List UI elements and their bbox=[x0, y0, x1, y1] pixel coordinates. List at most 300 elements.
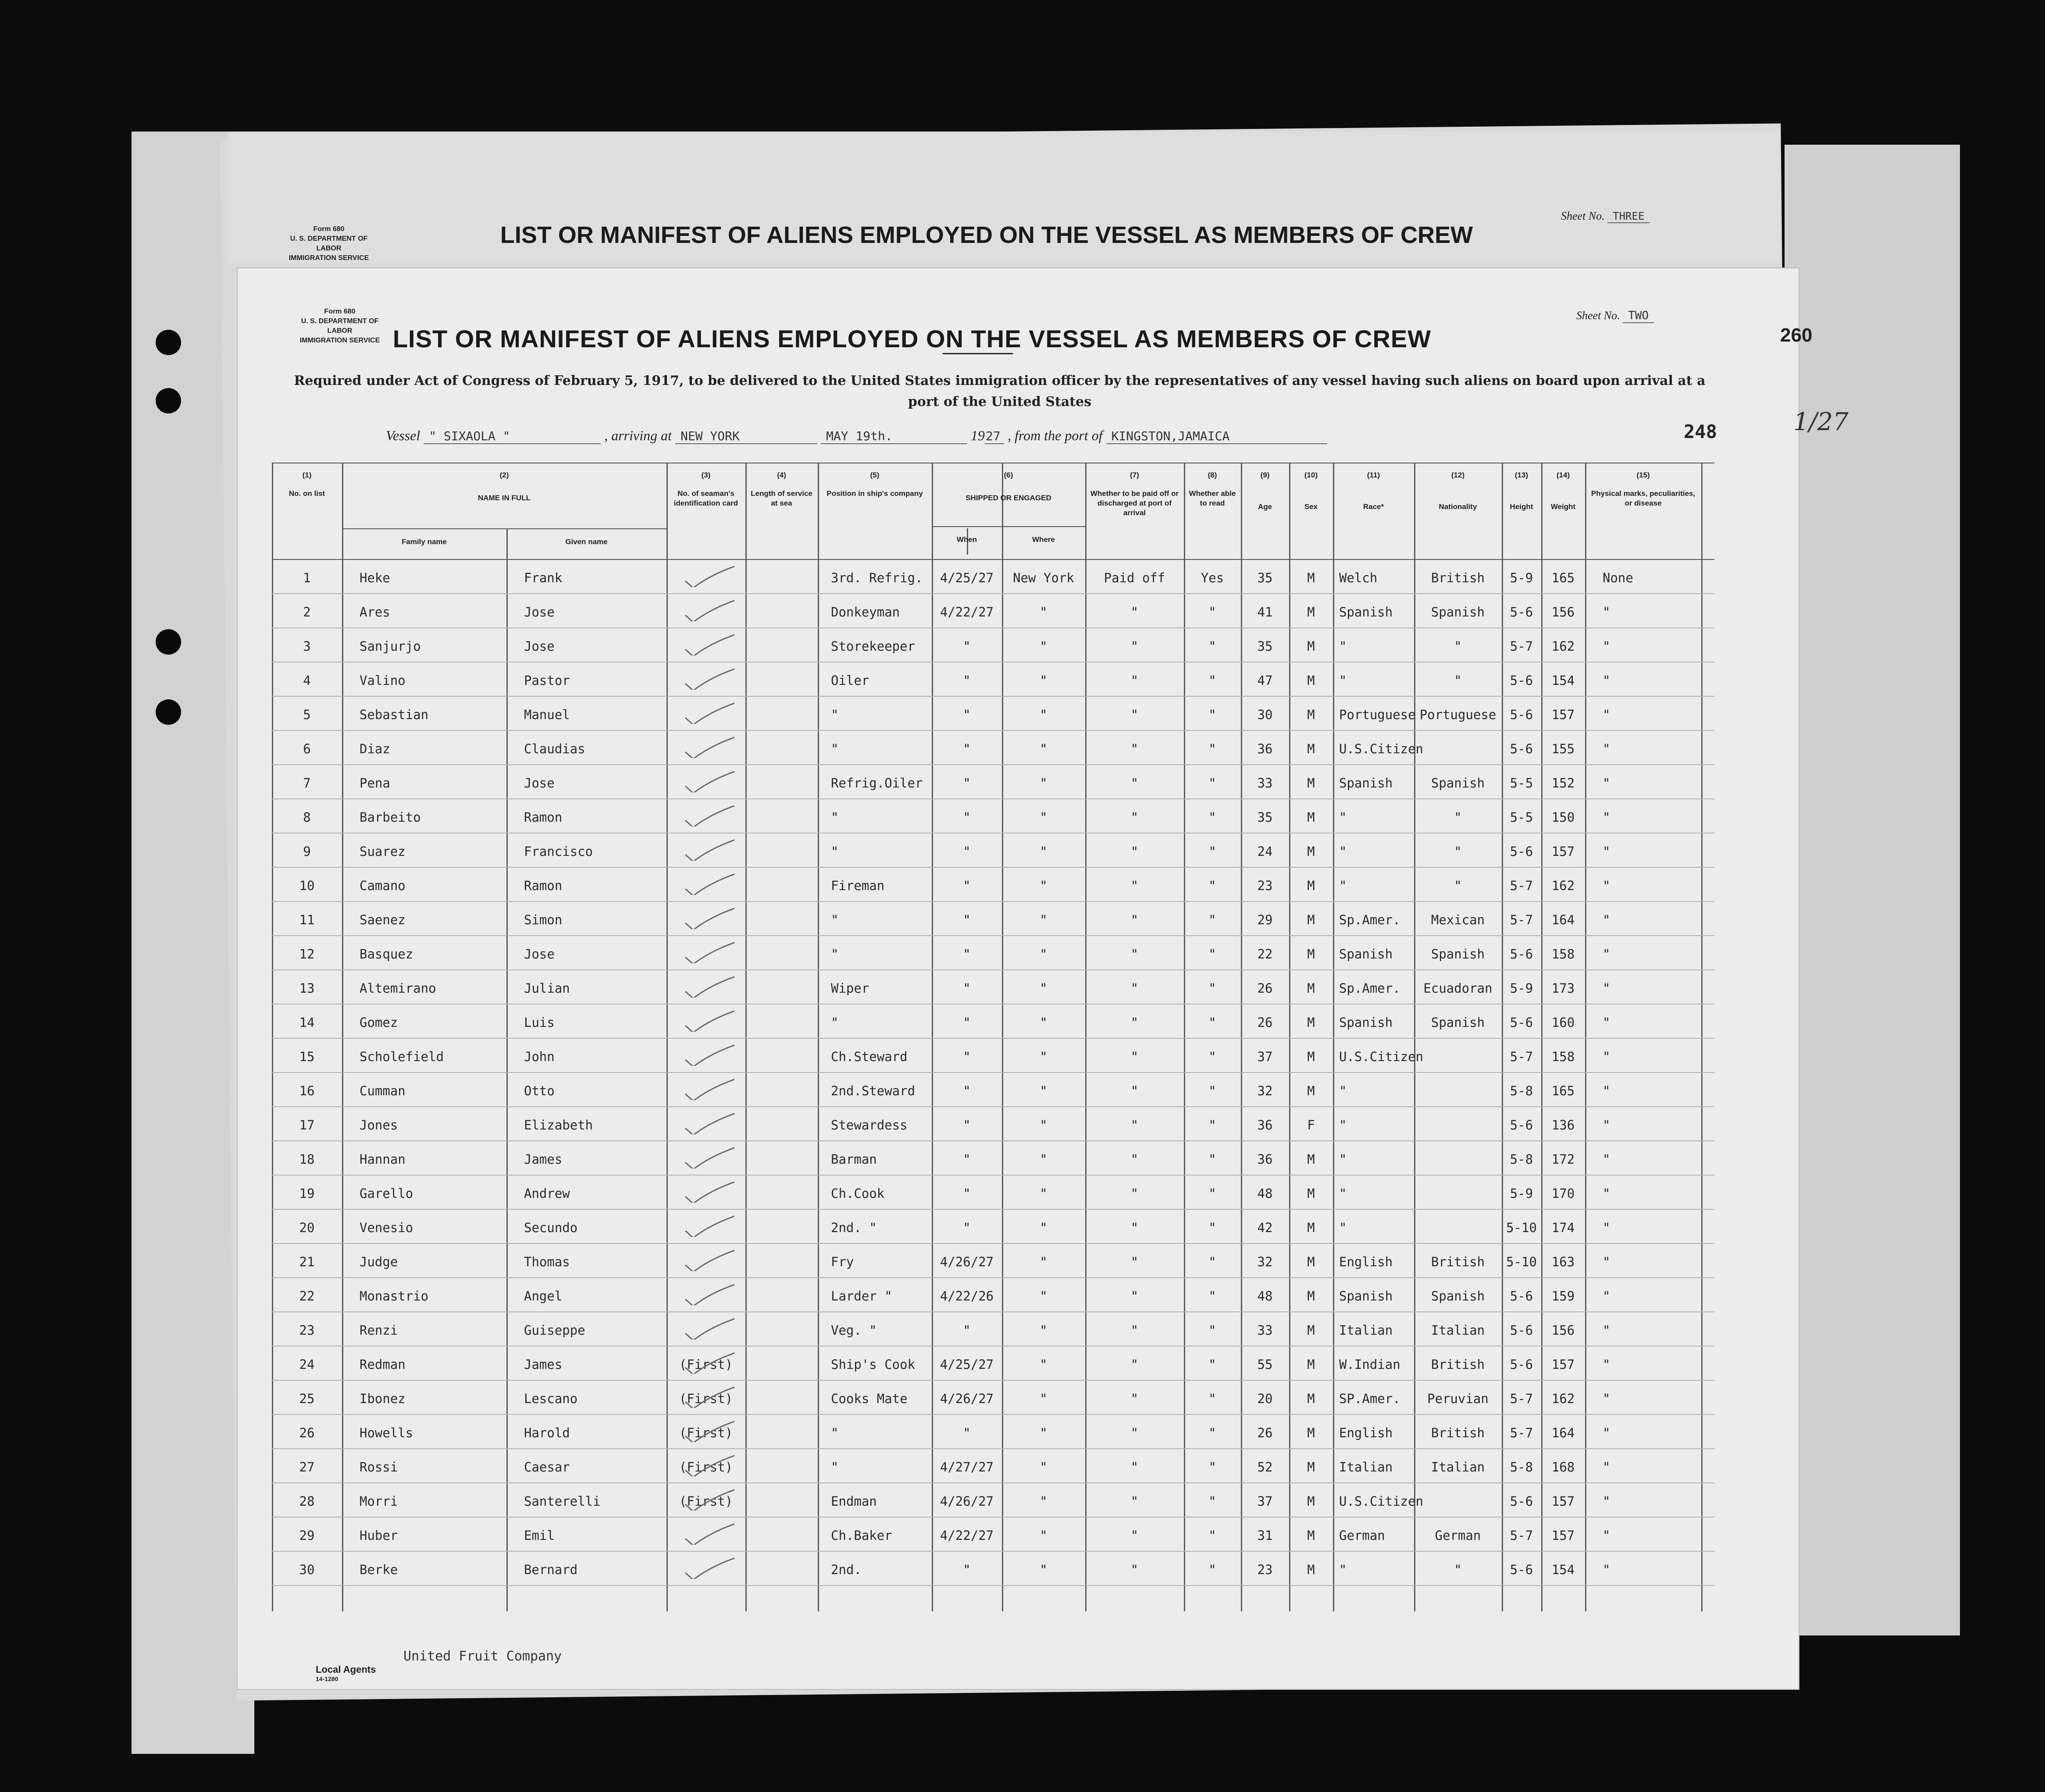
cell-age: 23 bbox=[1257, 878, 1273, 893]
check-mark-icon bbox=[682, 698, 734, 724]
table-row bbox=[272, 1517, 1714, 1551]
column-number: (14) bbox=[1556, 471, 1570, 479]
cell-family: Renzi bbox=[360, 1323, 398, 1338]
cell-age: 32 bbox=[1257, 1083, 1273, 1098]
cell-age: 41 bbox=[1257, 605, 1273, 620]
cell-no: 29 bbox=[299, 1528, 315, 1543]
cell-paid: " bbox=[1130, 1391, 1139, 1406]
cell-weight: 162 bbox=[1551, 878, 1575, 893]
cell-sex: M bbox=[1307, 1357, 1315, 1372]
year-label: 19 bbox=[970, 428, 985, 443]
cell-where: " bbox=[1040, 1494, 1047, 1509]
table-row bbox=[272, 1551, 1714, 1585]
cell-family: Scholefield bbox=[360, 1049, 444, 1064]
cell-race: " bbox=[1339, 639, 1347, 654]
cell-paid: " bbox=[1130, 844, 1139, 859]
cell-height: 5-9 bbox=[1510, 1186, 1533, 1201]
cell-given: Francisco bbox=[524, 844, 593, 859]
check-mark-icon bbox=[682, 732, 734, 758]
table-row bbox=[272, 1004, 1714, 1038]
cell-paid: " bbox=[1130, 605, 1139, 620]
cell-age: 42 bbox=[1257, 1220, 1273, 1235]
check-mark-icon bbox=[682, 1074, 734, 1100]
check-mark-icon bbox=[682, 1211, 734, 1237]
cell-no: 9 bbox=[303, 844, 311, 859]
check-mark-icon bbox=[682, 595, 734, 621]
column-number: (2) bbox=[499, 471, 509, 479]
binder-right-strip bbox=[1785, 145, 1960, 1635]
cell-position: Ch.Cook bbox=[831, 1186, 885, 1201]
cell-nat: British bbox=[1431, 570, 1485, 585]
cell-read: " bbox=[1208, 1494, 1216, 1509]
cell-where: " bbox=[1040, 1391, 1047, 1406]
cell-nat: Italian bbox=[1431, 1460, 1485, 1475]
cell-card: (First) bbox=[679, 1391, 733, 1406]
check-mark-icon bbox=[682, 1347, 734, 1374]
cell-sex: M bbox=[1307, 1562, 1315, 1577]
cell-read: " bbox=[1208, 1528, 1216, 1543]
cell-race: English bbox=[1339, 1254, 1393, 1269]
cell-marks: " bbox=[1603, 1357, 1610, 1372]
cell-height: 5-8 bbox=[1510, 1083, 1533, 1098]
cell-where: " bbox=[1040, 1083, 1047, 1098]
cell-read: " bbox=[1208, 844, 1216, 859]
cell-age: 48 bbox=[1257, 1186, 1273, 1201]
cell-sex: M bbox=[1307, 673, 1315, 688]
cell-given: Otto bbox=[524, 1083, 555, 1098]
cell-marks: " bbox=[1603, 981, 1610, 996]
cell-age: 24 bbox=[1257, 844, 1273, 859]
cell-race: SP.Amer. bbox=[1339, 1391, 1400, 1406]
column-number: (5) bbox=[870, 471, 880, 479]
cell-paid: " bbox=[1130, 1049, 1139, 1064]
column-number: (7) bbox=[1130, 471, 1139, 479]
cell-where: " bbox=[1040, 1562, 1047, 1577]
departure-port: KINGSTON,JAMAICA bbox=[1106, 429, 1327, 444]
cell-no: 15 bbox=[299, 1049, 315, 1064]
cell-position: Ch.Baker bbox=[831, 1528, 892, 1543]
stamp-number: 248 bbox=[1684, 421, 1717, 442]
cell-family: Ares bbox=[360, 605, 390, 620]
cell-no: 18 bbox=[299, 1152, 315, 1167]
column-header: Physical marks, peculiarities, or disease bbox=[1591, 489, 1696, 507]
cell-marks: " bbox=[1603, 1528, 1610, 1543]
cell-weight: 155 bbox=[1551, 741, 1575, 756]
cell-read: " bbox=[1208, 1186, 1216, 1201]
cell-paid: " bbox=[1130, 810, 1139, 825]
cell-family: Basquez bbox=[360, 947, 413, 962]
cell-height: 5-6 bbox=[1510, 844, 1533, 859]
cell-race: Sp.Amer. bbox=[1339, 912, 1400, 927]
cell-given: Jose bbox=[524, 605, 555, 620]
cell-where: " bbox=[1040, 1015, 1047, 1030]
cell-when: " bbox=[963, 1425, 971, 1440]
arriving-label: , arriving at bbox=[604, 428, 672, 443]
column-header: No. on list bbox=[289, 489, 325, 498]
column-header: Length of service at sea bbox=[751, 489, 812, 507]
check-mark-icon bbox=[682, 1450, 734, 1476]
cell-paid: " bbox=[1130, 1220, 1139, 1235]
table-row bbox=[272, 1106, 1714, 1140]
cell-when: 4/22/27 bbox=[940, 1528, 994, 1543]
cell-sex: M bbox=[1307, 912, 1315, 927]
cell-marks: " bbox=[1603, 605, 1610, 620]
check-mark-icon bbox=[682, 1040, 734, 1066]
cell-sex: M bbox=[1307, 981, 1315, 996]
cell-given: Andrew bbox=[524, 1186, 570, 1201]
row-rule bbox=[272, 1585, 1714, 1586]
arrival-year: 27 bbox=[985, 429, 1004, 444]
check-mark-icon bbox=[682, 1279, 734, 1305]
cell-age: 23 bbox=[1257, 1562, 1273, 1577]
table-row bbox=[272, 867, 1714, 901]
cell-height: 5-6 bbox=[1510, 1357, 1533, 1372]
cell-when: 4/26/27 bbox=[940, 1391, 994, 1406]
cell-height: 5-5 bbox=[1510, 776, 1533, 791]
cell-given: Thomas bbox=[524, 1254, 570, 1269]
check-mark-icon bbox=[682, 1416, 734, 1442]
cell-given: Ramon bbox=[524, 878, 563, 893]
cell-marks: " bbox=[1603, 1460, 1610, 1475]
cell-sex: M bbox=[1307, 1083, 1315, 1098]
cell-paid: " bbox=[1130, 1015, 1139, 1030]
cell-paid: Paid off bbox=[1104, 570, 1165, 585]
cell-weight: 173 bbox=[1551, 981, 1575, 996]
cell-read: " bbox=[1208, 673, 1216, 688]
cell-family: Pena bbox=[360, 776, 390, 791]
cell-no: 2 bbox=[303, 605, 311, 620]
cell-age: 22 bbox=[1257, 947, 1273, 962]
title-underline bbox=[943, 353, 1013, 354]
cell-nat: " bbox=[1454, 639, 1462, 654]
table-row bbox=[272, 764, 1714, 798]
cell-where: " bbox=[1040, 1357, 1047, 1372]
table-row bbox=[272, 833, 1714, 867]
cell-read: " bbox=[1208, 981, 1216, 996]
table-row bbox=[272, 1414, 1714, 1448]
table-row bbox=[272, 730, 1714, 764]
cell-paid: " bbox=[1130, 1425, 1139, 1440]
cell-card: (First) bbox=[679, 1494, 733, 1509]
cell-no: 22 bbox=[299, 1289, 315, 1304]
cell-height: 5-10 bbox=[1506, 1220, 1537, 1235]
cell-where: " bbox=[1040, 947, 1047, 962]
cell-no: 24 bbox=[299, 1357, 315, 1372]
cell-height: 5-6 bbox=[1510, 741, 1533, 756]
table-row bbox=[272, 1209, 1714, 1243]
cell-weight: 152 bbox=[1551, 776, 1575, 791]
cell-age: 30 bbox=[1257, 707, 1273, 722]
cell-marks: " bbox=[1603, 947, 1610, 962]
cell-nat: German bbox=[1435, 1528, 1481, 1543]
row-rule bbox=[932, 526, 1085, 527]
check-mark-icon bbox=[682, 1108, 734, 1134]
cell-race: " bbox=[1339, 1118, 1347, 1133]
cell-height: 5-10 bbox=[1506, 1254, 1537, 1269]
cell-age: 29 bbox=[1257, 912, 1273, 927]
column-number: (3) bbox=[701, 471, 711, 479]
cell-position: 2nd.Steward bbox=[831, 1083, 916, 1098]
cell-weight: 159 bbox=[1551, 1289, 1575, 1304]
cell-marks: " bbox=[1603, 1289, 1610, 1304]
cell-no: 16 bbox=[299, 1083, 315, 1098]
cell-race: German bbox=[1339, 1528, 1385, 1543]
cell-read: " bbox=[1208, 605, 1216, 620]
cell-age: 37 bbox=[1257, 1494, 1273, 1509]
cell-sex: M bbox=[1307, 810, 1315, 825]
cell-when: " bbox=[963, 981, 971, 996]
cell-height: 5-6 bbox=[1510, 947, 1533, 962]
table-row bbox=[272, 696, 1714, 730]
check-mark-icon bbox=[682, 1176, 734, 1203]
cell-race: U.S.Citizen bbox=[1339, 1049, 1424, 1064]
check-mark-icon bbox=[682, 663, 734, 690]
page-title: LIST OR MANIFEST OF ALIENS EMPLOYED ON THE VESSEL AS MEMBERS OF CREW bbox=[392, 325, 1432, 353]
cell-no: 26 bbox=[299, 1425, 315, 1440]
cell-family: Venesio bbox=[360, 1220, 413, 1235]
cell-when: " bbox=[963, 1083, 971, 1098]
cell-no: 23 bbox=[299, 1323, 315, 1338]
cell-where: " bbox=[1040, 1186, 1047, 1201]
column-number: (12) bbox=[1451, 471, 1465, 479]
table-row bbox=[272, 935, 1714, 969]
cell-race: Italian bbox=[1339, 1460, 1393, 1475]
cell-read: " bbox=[1208, 741, 1216, 756]
cell-age: 35 bbox=[1257, 639, 1273, 654]
cell-family: Diaz bbox=[360, 741, 390, 756]
cell-when: " bbox=[963, 776, 971, 791]
cell-given: Secundo bbox=[524, 1220, 578, 1235]
cell-race: " bbox=[1339, 1562, 1347, 1577]
cell-position: Ship's Cook bbox=[831, 1357, 916, 1372]
table-row bbox=[272, 901, 1714, 935]
table-row bbox=[272, 559, 1714, 593]
column-number: (6) bbox=[1004, 471, 1013, 479]
cell-position: " bbox=[831, 707, 839, 722]
cell-when: " bbox=[963, 844, 971, 859]
cell-weight: 165 bbox=[1551, 1083, 1575, 1098]
cell-given: Angel bbox=[524, 1289, 563, 1304]
cell-marks: " bbox=[1603, 673, 1610, 688]
cell-height: 5-7 bbox=[1510, 1391, 1533, 1406]
cell-age: 35 bbox=[1257, 570, 1273, 585]
cell-race: Spanish bbox=[1339, 1015, 1393, 1030]
cell-position: " bbox=[831, 741, 839, 756]
cell-marks: " bbox=[1603, 1049, 1610, 1064]
cell-given: Lescano bbox=[524, 1391, 578, 1406]
cell-where: " bbox=[1040, 776, 1047, 791]
department-name: U. S. DEPARTMENT OF LABOR bbox=[301, 317, 379, 335]
cell-marks: " bbox=[1603, 1254, 1610, 1269]
cell-no: 14 bbox=[299, 1015, 315, 1030]
cell-weight: 164 bbox=[1551, 912, 1575, 927]
cell-when: " bbox=[963, 1186, 971, 1201]
cell-given: Jose bbox=[524, 639, 555, 654]
cell-age: 33 bbox=[1257, 1323, 1273, 1338]
cell-weight: 172 bbox=[1551, 1152, 1575, 1167]
cell-read: " bbox=[1208, 776, 1216, 791]
cell-height: 5-6 bbox=[1510, 1289, 1533, 1304]
cell-sex: M bbox=[1307, 707, 1315, 722]
cell-sex: M bbox=[1307, 1186, 1315, 1201]
cell-paid: " bbox=[1130, 1528, 1139, 1543]
cell-where: " bbox=[1040, 1528, 1047, 1543]
cell-age: 55 bbox=[1257, 1357, 1273, 1372]
cell-race: " bbox=[1339, 1152, 1347, 1167]
cell-age: 33 bbox=[1257, 776, 1273, 791]
table-row bbox=[272, 1346, 1714, 1380]
cell-marks: " bbox=[1603, 1562, 1610, 1577]
cell-paid: " bbox=[1130, 1357, 1139, 1372]
cell-height: 5-7 bbox=[1510, 1425, 1533, 1440]
column-header: Weight bbox=[1550, 502, 1576, 511]
cell-position: Endman bbox=[831, 1494, 877, 1509]
service-name: IMMIGRATION SERVICE bbox=[299, 337, 380, 344]
cell-sex: M bbox=[1307, 878, 1315, 893]
check-mark-icon bbox=[682, 1484, 734, 1511]
column-header: SHIPPED OR ENGAGED bbox=[965, 494, 1051, 502]
cell-given: Frank bbox=[524, 570, 563, 585]
cell-nat: Peruvian bbox=[1427, 1391, 1489, 1406]
cell-marks: " bbox=[1603, 1083, 1610, 1098]
cell-position: Fireman bbox=[831, 878, 885, 893]
cell-when: 4/25/27 bbox=[940, 1357, 994, 1372]
cell-given: Manuel bbox=[524, 707, 570, 722]
cell-given: Santerelli bbox=[524, 1494, 601, 1509]
cell-age: 31 bbox=[1257, 1528, 1273, 1543]
cell-nat: Spanish bbox=[1431, 1289, 1485, 1304]
cell-height: 5-9 bbox=[1510, 981, 1533, 996]
cell-nat: British bbox=[1431, 1254, 1485, 1269]
check-mark-icon bbox=[682, 800, 734, 827]
cell-race: English bbox=[1339, 1425, 1393, 1440]
cell-where: " bbox=[1040, 1118, 1047, 1133]
cell-weight: 136 bbox=[1551, 1118, 1575, 1133]
cell-height: 5-6 bbox=[1510, 1494, 1533, 1509]
cell-family: Camano bbox=[360, 878, 406, 893]
table-row bbox=[272, 1380, 1714, 1414]
cell-no: 3 bbox=[303, 639, 311, 654]
table-row bbox=[272, 627, 1714, 662]
cell-read: " bbox=[1208, 639, 1216, 654]
column-number: (11) bbox=[1367, 471, 1380, 479]
cell-race: Welch bbox=[1339, 570, 1378, 585]
cell-marks: " bbox=[1603, 1186, 1610, 1201]
cell-when: 4/26/27 bbox=[940, 1494, 994, 1509]
cell-weight: 163 bbox=[1551, 1254, 1575, 1269]
cell-no: 11 bbox=[299, 912, 315, 927]
cell-position: " bbox=[831, 912, 839, 927]
cell-given: Bernard bbox=[524, 1562, 578, 1577]
cell-read: " bbox=[1208, 1425, 1216, 1440]
back-sheet-number: Sheet No. THREE bbox=[1561, 210, 1650, 223]
cell-read: " bbox=[1208, 1083, 1216, 1098]
cell-age: 26 bbox=[1257, 1425, 1273, 1440]
check-mark-icon bbox=[682, 1142, 734, 1169]
column-subheader: Where bbox=[1032, 535, 1055, 544]
cell-age: 32 bbox=[1257, 1254, 1273, 1269]
form-number: Form 680 bbox=[324, 308, 356, 315]
cell-given: Claudias bbox=[524, 741, 585, 756]
cell-weight: 165 bbox=[1551, 570, 1575, 585]
binder-hole bbox=[156, 699, 181, 725]
binder-hole bbox=[156, 330, 181, 355]
cell-race: " bbox=[1339, 1220, 1347, 1235]
side-page-number: 260 bbox=[1780, 324, 1813, 346]
cell-card: (First) bbox=[679, 1357, 733, 1372]
cell-sex: M bbox=[1307, 1152, 1315, 1167]
cell-when: " bbox=[963, 1152, 971, 1167]
cell-race: Portuguese bbox=[1339, 707, 1416, 722]
cell-paid: " bbox=[1130, 1186, 1139, 1201]
cell-sex: M bbox=[1307, 1049, 1315, 1064]
column-header: Sex bbox=[1304, 502, 1318, 511]
column-header: Whether able to read bbox=[1189, 489, 1236, 507]
cell-paid: " bbox=[1130, 1289, 1139, 1304]
cell-nat: " bbox=[1454, 673, 1462, 688]
cell-height: 5-6 bbox=[1510, 1118, 1533, 1133]
cell-family: Suarez bbox=[360, 844, 406, 859]
column-header: NAME IN FULL bbox=[478, 494, 531, 502]
cell-when: " bbox=[963, 810, 971, 825]
cell-position: " bbox=[831, 1425, 839, 1440]
cell-where: " bbox=[1040, 673, 1047, 688]
cell-family: Barbeito bbox=[360, 810, 421, 825]
column-number: (15) bbox=[1636, 471, 1650, 479]
cell-no: 12 bbox=[299, 947, 315, 962]
table-row bbox=[272, 1072, 1714, 1106]
table-row bbox=[272, 593, 1714, 627]
cell-family: Morri bbox=[360, 1494, 398, 1509]
cell-family: Cumman bbox=[360, 1083, 406, 1098]
cell-no: 30 bbox=[299, 1562, 315, 1577]
cell-when: " bbox=[963, 1015, 971, 1030]
cell-family: Redman bbox=[360, 1357, 406, 1372]
cell-paid: " bbox=[1130, 1254, 1139, 1269]
local-agents-value: United Fruit Company bbox=[403, 1649, 562, 1664]
cell-family: Ibonez bbox=[360, 1391, 406, 1406]
table-row bbox=[272, 1482, 1714, 1517]
cell-nat: Ecuadoran bbox=[1423, 981, 1493, 996]
cell-when: " bbox=[963, 707, 971, 722]
cell-height: 5-6 bbox=[1510, 1015, 1533, 1030]
cell-marks: " bbox=[1603, 810, 1610, 825]
cell-height: 5-9 bbox=[1510, 570, 1533, 585]
column-number: (9) bbox=[1260, 471, 1270, 479]
cell-read: Yes bbox=[1201, 570, 1224, 585]
cell-race: W.Indian bbox=[1339, 1357, 1400, 1372]
cell-nat: Italian bbox=[1431, 1323, 1485, 1338]
crew-table bbox=[272, 463, 1714, 1611]
cell-weight: 157 bbox=[1551, 1357, 1575, 1372]
cell-nat: " bbox=[1454, 844, 1462, 859]
cell-nat: Spanish bbox=[1431, 605, 1485, 620]
cell-paid: " bbox=[1130, 707, 1139, 722]
cell-sex: M bbox=[1307, 1494, 1315, 1509]
cell-marks: " bbox=[1603, 776, 1610, 791]
cell-height: 5-5 bbox=[1510, 810, 1533, 825]
cell-weight: 150 bbox=[1551, 810, 1575, 825]
column-subheader: When bbox=[956, 535, 977, 544]
cell-sex: M bbox=[1307, 1528, 1315, 1543]
cell-position: " bbox=[831, 844, 839, 859]
cell-marks: " bbox=[1603, 912, 1610, 927]
cell-given: Simon bbox=[524, 912, 563, 927]
cell-family: Monastrio bbox=[360, 1289, 429, 1304]
column-number: (8) bbox=[1208, 471, 1217, 479]
cell-sex: M bbox=[1307, 1323, 1315, 1338]
cell-when: 4/22/26 bbox=[940, 1289, 994, 1304]
